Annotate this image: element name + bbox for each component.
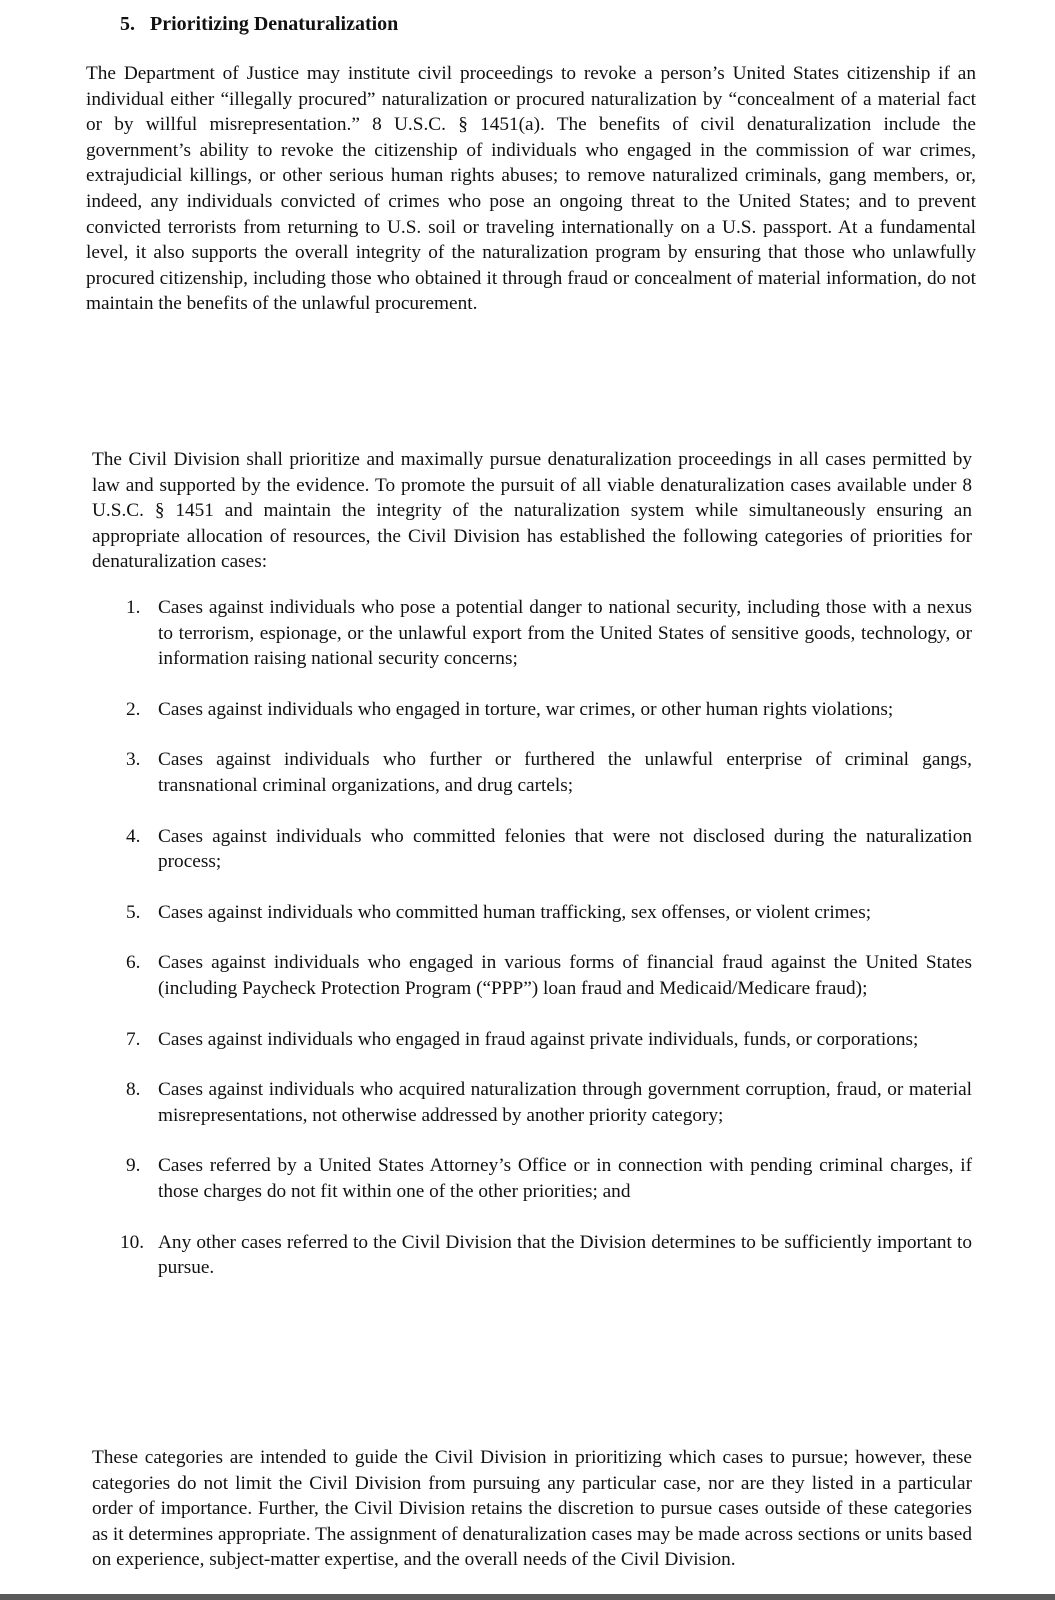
- priority-item-9: [120, 1153, 972, 1204]
- priorities-intro-paragraph: The Civil Division shall prioritize and maximally pursue denaturalization proceedings in all cases permitted by law and supported by the evidence. To promote the pursuit of all viable denaturalization cases available under 8 U.S.C. § 1451 and maintain the integrity of the naturalization system while simultaneously ensuring an appropriate allocation of resources, the Civil Division has established the following categories of priorities for denaturalization cases:: [92, 449, 972, 573]
- priority-number: 1.: [126, 597, 141, 618]
- priority-text: Cases against individuals who pose a potential danger to national security, including those with a nexus to terrorism, espionage, or the unlawful export from the United States of sensitive goods, technology, or information raising national security concerns;: [158, 597, 972, 670]
- priority-text: Cases against individuals who acquired naturalization through government corruption, fraud, or material misrepresentations, not otherwise addressed by another priority category;: [158, 1079, 972, 1126]
- priority-number: 4.: [126, 825, 141, 847]
- priority-item-6: [120, 950, 972, 1001]
- priority-item-5: [120, 900, 972, 926]
- priority-list: [120, 595, 972, 1281]
- section-number: 5.: [120, 13, 135, 35]
- section-heading: [120, 10, 398, 38]
- page-bottom-edge: [0, 1594, 1055, 1600]
- priority-number: 3.: [126, 749, 141, 771]
- priority-text: Cases against individuals who engaged in various forms of financial fraud against the United States (including Paycheck Protection Program (“PPP”) loan fraud and Medicaid/Medicare fraud);: [158, 952, 972, 999]
- priority-text: Cases against individuals who further or furthered the unlawful enterprise of criminal gangs, transnational criminal organizations, and drug cartels;: [158, 749, 972, 796]
- priority-item-1: [120, 595, 972, 672]
- priority-text: Cases against individuals who engaged in torture, war crimes, or other human rights violations;: [158, 698, 894, 720]
- priority-item-8: [120, 1077, 972, 1128]
- priority-text: Cases against individuals who engaged in fraud against private individuals, funds, or corporations;: [158, 1028, 919, 1050]
- priority-item-2: [120, 697, 972, 723]
- priority-item-3: [120, 747, 972, 798]
- priority-number: 9.: [126, 1155, 141, 1177]
- priority-item-7: [120, 1027, 972, 1053]
- priority-number: 5.: [126, 901, 141, 923]
- priority-number: 6.: [126, 952, 141, 974]
- priority-text: Any other cases referred to the Civil Division that the Division determines to be sufficiently important to pursue.: [158, 1231, 972, 1279]
- priority-item-10: [120, 1230, 972, 1281]
- priority-item-4: [120, 824, 972, 875]
- priority-text: Cases against individuals who committed human trafficking, sex offenses, or violent crimes;: [158, 901, 872, 923]
- priority-number: 10.: [120, 1231, 145, 1253]
- priority-text: Cases referred by a United States Attorney’s Office or in connection with pending criminal charges, if those charges do not fit within one of the other priorities; and: [158, 1155, 972, 1202]
- section-title: Prioritizing Denaturalization: [150, 13, 399, 35]
- closing-paragraph: These categories are intended to guide the Civil Division in prioritizing which cases to pursue; however, these categories do not limit the Civil Division from pursuing any particular case, nor are they listed in a particular order of importance. Further, the Civil Division retains the discretion to pursue cases outside of these categories as it determines appropriate. The assignment of denaturalization cases may be made across sections or units based on experience, subject-matter expertise, and the overall needs of the Civil Division.: [92, 1447, 972, 1571]
- priority-number: 2.: [126, 698, 141, 720]
- priority-text: Cases against individuals who committed felonies that were not disclosed during the naturalization process;: [158, 825, 972, 873]
- intro-paragraph: The Department of Justice may institute civil proceedings to revoke a person’s United States citizenship if an individual either “illegally procured” naturalization or procured naturalization by “concealment of a material fact or by willful misrepresentation.” 8 U.S.C. § 1451(a). The benefits of civil denaturalization include the government’s ability to revoke the citizenship of individuals who engaged in the commission of war crimes, extrajudicial killings, or other serious human rights abuses; to remove naturalized criminals, gang members, or, indeed, any individuals convicted of crimes who pose an ongoing threat to the United States; and to prevent convicted terrorists from returning to U.S. soil or traveling internationally on a U.S. passport. At a fundamental level, it also supports the overall integrity of the naturalization program by ensuring that those who unlawfully procured citizenship, including those who obtained it through fraud or concealment of material information, do not maintain the benefits of the unlawful procurement.: [86, 63, 976, 315]
- priority-number: 7.: [126, 1028, 141, 1050]
- priority-number: 8.: [126, 1079, 141, 1101]
